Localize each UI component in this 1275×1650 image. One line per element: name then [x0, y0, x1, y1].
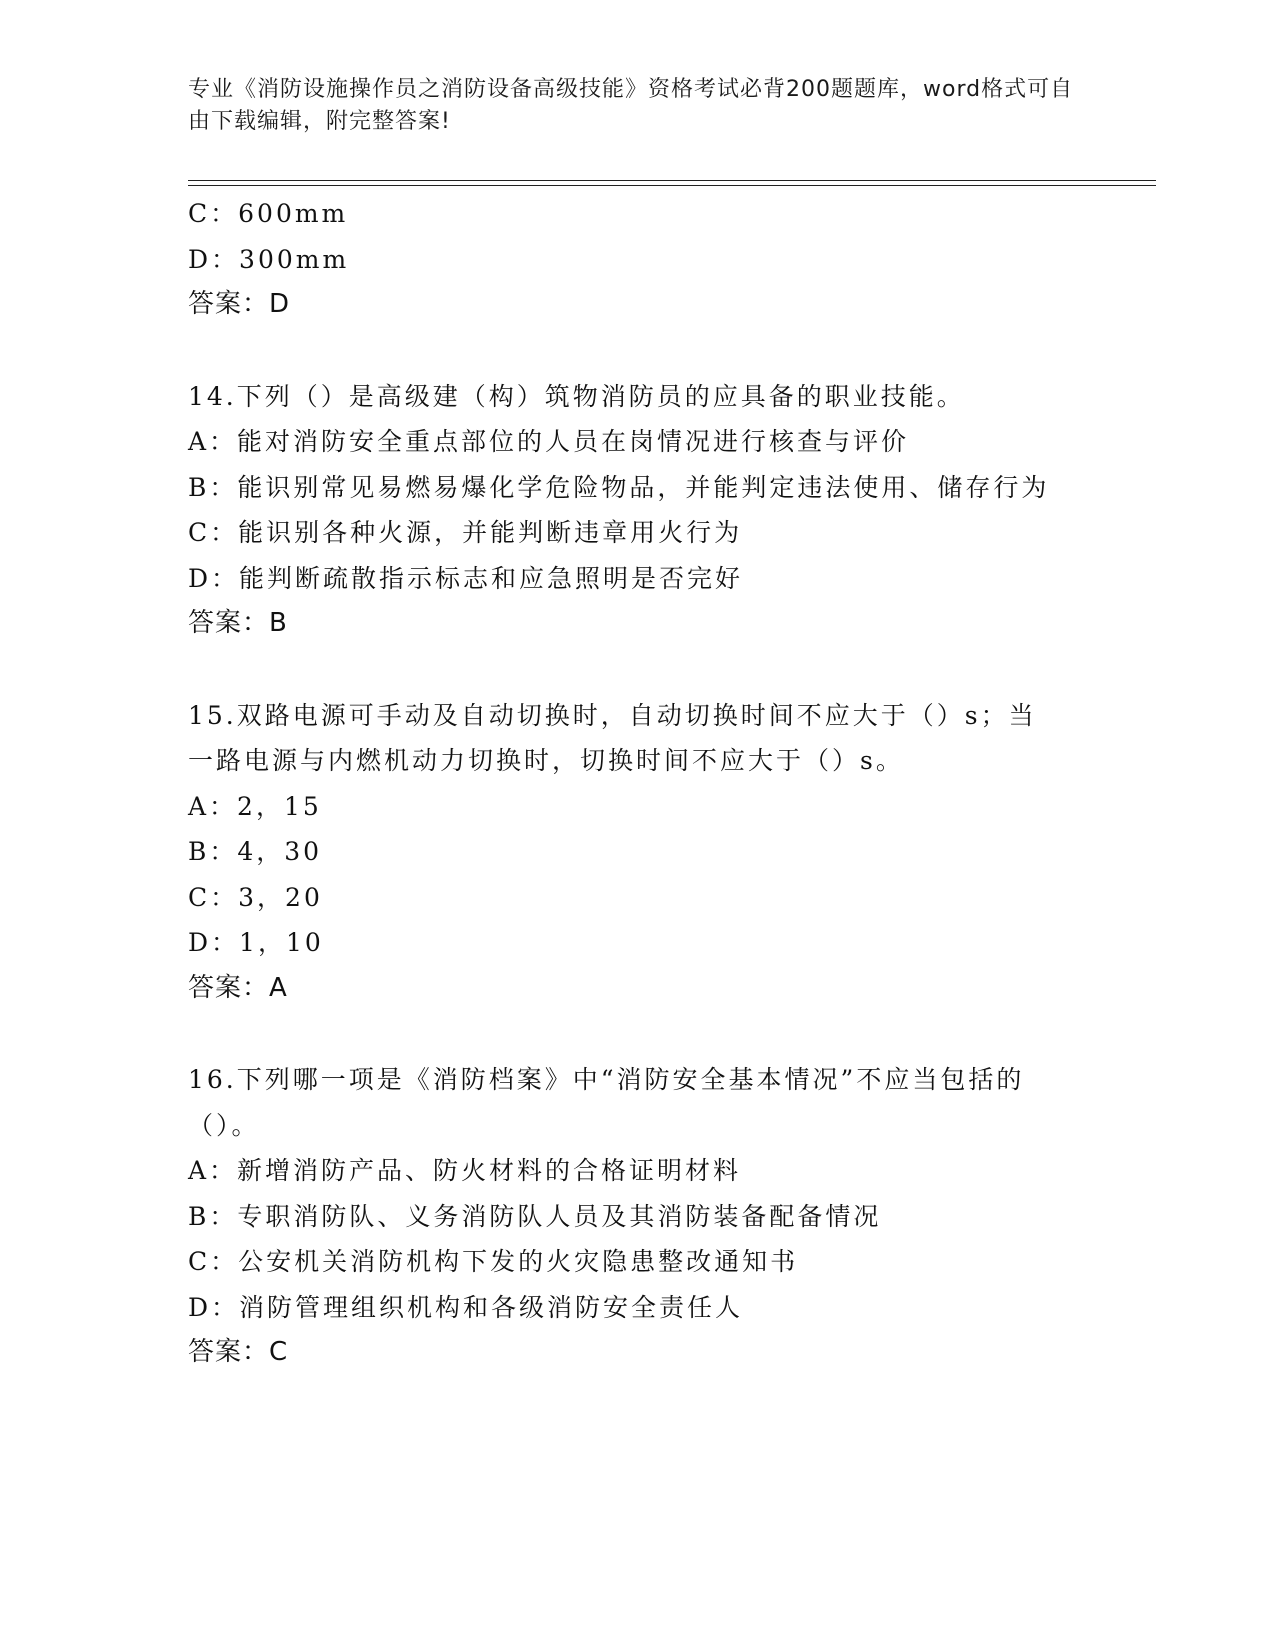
option-a: A：2，15 — [188, 791, 322, 821]
option-c: C：能识别各种火源，并能判断违章用火行为 — [188, 518, 743, 547]
option-b: B：能识别常见易燃易爆化学危险物品，并能判定违法使用、储存行为 — [188, 472, 1050, 502]
option-b: B：专职消防队、义务消防队人员及其消防装备配备情况 — [188, 1201, 882, 1231]
option-d: D：消防管理组织机构和各级消防安全责任人 — [188, 1292, 744, 1322]
answer-line: 答案：A — [188, 972, 288, 1003]
option-c: C：3，20 — [188, 882, 323, 912]
document-header: 专业《消防设施操作员之消防设备高级技能》资格考试必背200题题库，word格式可自由下载编辑，附完整答案! — [188, 77, 1074, 134]
question-list — [188, 191, 1088, 1376]
option-d: D：能判断疏散指示标志和应急照明是否完好 — [188, 563, 744, 593]
answer-line: 答案：D — [188, 289, 291, 319]
question-stem: 14.下列（）是高级建（构）筑物消防员的应具备的职业技能。 — [188, 381, 965, 411]
option-c: C：公安机关消防机构下发的火灾隐患整改通知书 — [188, 1247, 799, 1276]
option-b: B：4，30 — [188, 837, 323, 866]
option-c: C：600mm — [188, 199, 349, 228]
option-d: D：1，10 — [188, 928, 324, 957]
header-divider-top — [188, 180, 1156, 181]
question-stem: 15.双路电源可手动及自动切换时，自动切换时间不应大于（）s；当一路电源与内燃机动力切换时，切换时间不应大于（）s。 — [188, 700, 1037, 775]
answer-line: 答案：B — [188, 608, 288, 638]
option-d: D：300mm — [188, 244, 350, 274]
header-divider-bottom — [188, 185, 1156, 186]
answer-line: 答案：C — [188, 1337, 289, 1367]
option-a: A：新增消防产品、防火材料的合格证明材料 — [188, 1156, 742, 1185]
option-a: A：能对消防安全重点部位的人员在岗情况进行核查与评价 — [188, 427, 910, 456]
question-stem: 16.下列哪一项是《消防档案》中“消防安全基本情况”不应当包括的（）。 — [188, 1065, 1025, 1140]
